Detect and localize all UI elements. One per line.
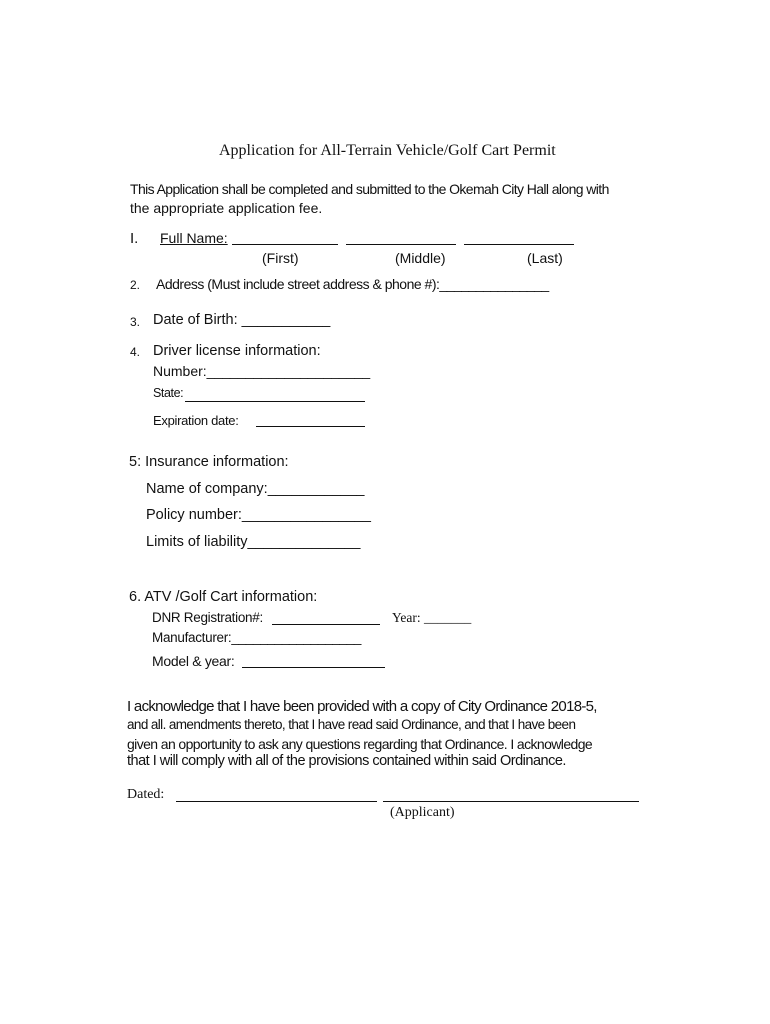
- expiration-date-field[interactable]: [256, 426, 365, 427]
- middle-name-field[interactable]: [346, 244, 456, 245]
- date-signature-field[interactable]: [176, 801, 377, 802]
- first-name-field[interactable]: [232, 244, 338, 245]
- atv-info-label: 6. ATV /Golf Cart information:: [129, 589, 318, 605]
- vehicle-year-field[interactable]: Year: _______: [392, 610, 472, 625]
- driver-license-label: Driver license information:: [153, 343, 321, 359]
- policy-number-field[interactable]: Policy number:________________: [146, 507, 371, 523]
- first-name-caption: (First): [262, 250, 299, 266]
- last-name-caption: (Last): [527, 250, 563, 266]
- model-year-field[interactable]: [242, 667, 385, 668]
- middle-name-caption: (Middle): [395, 250, 446, 266]
- expiration-date-label: Expiration date:: [153, 413, 239, 428]
- model-year-label: Model & year:: [152, 653, 235, 669]
- intro-line-1: This Application shall be completed and submitted to the Okemah City Hall along with: [130, 181, 609, 197]
- form-title: Application for All-Terrain Vehicle/Golf Cart Permit: [219, 142, 556, 159]
- acknowledgement-line-4: that I will comply with all of the provisions contained within said Ordinance.: [127, 753, 566, 769]
- dated-label: Dated:: [127, 787, 165, 802]
- date-of-birth-label[interactable]: Date of Birth: ___________: [153, 312, 331, 328]
- last-name-field[interactable]: [464, 244, 574, 245]
- applicant-caption: (Applicant): [390, 805, 455, 820]
- manufacturer-field[interactable]: Manufacturer:__________________: [152, 630, 362, 645]
- full-name-label: Full Name:: [160, 230, 228, 246]
- item-3-number: 3.: [130, 315, 141, 329]
- acknowledgement-line-2: and all. amendments thereto, that I have read said Ordinance, and that I have been: [127, 717, 576, 732]
- insurance-company-field[interactable]: Name of company:____________: [146, 481, 365, 497]
- acknowledgement-line-1: I acknowledge that I have been provided with a copy of City Ordinance 2018-5,: [127, 698, 597, 715]
- liability-limits-field[interactable]: Limits of liability______________: [146, 534, 361, 550]
- acknowledgement-line-3: given an opportunity to ask any questions regarding that Ordinance. I acknowledge: [127, 736, 593, 752]
- item-1-number: I.: [130, 230, 139, 247]
- dnr-registration-field[interactable]: [272, 624, 380, 625]
- license-number-field[interactable]: Number:_____________________: [153, 363, 371, 379]
- item-2-number: 2.: [130, 278, 141, 292]
- item-4-number: 4.: [130, 345, 141, 359]
- license-state-label: State:: [153, 386, 184, 400]
- intro-line-2: the appropriate application fee.: [130, 200, 323, 216]
- license-state-field[interactable]: [185, 401, 365, 402]
- insurance-label: 5: Insurance information:: [129, 454, 289, 470]
- applicant-signature-field[interactable]: [383, 801, 639, 802]
- address-label[interactable]: Address (Must include street address & phone #):_______________: [156, 276, 549, 292]
- dnr-registration-label: DNR Registration#:: [152, 610, 263, 625]
